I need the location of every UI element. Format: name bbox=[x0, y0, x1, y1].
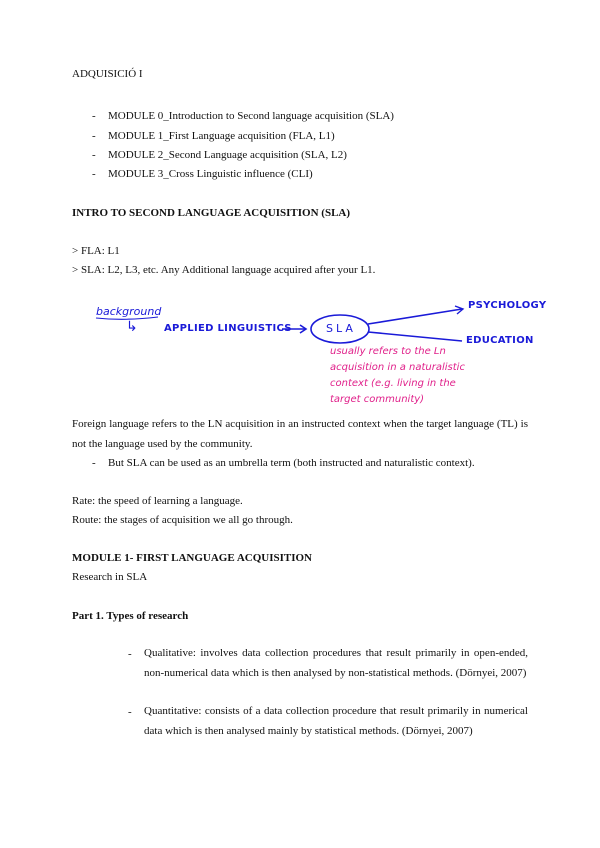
list-dash: - bbox=[92, 168, 96, 180]
route-definition: Route: the stages of acquisition we all go through. bbox=[72, 514, 293, 526]
list-dash: - bbox=[92, 457, 96, 469]
line-to-education bbox=[368, 332, 462, 341]
research-type-quantitative: Quantitative: consists of a data collection procedure that result primarily in numerical data which is then analysed mainly by statistical methods. (Dörnyei, 2007) bbox=[144, 705, 528, 737]
hook-arrow-icon: ↳ bbox=[126, 319, 138, 335]
list-dash: - bbox=[92, 130, 96, 142]
umbrella-bullet: But SLA can be used as an umbrella term (both instructed and naturalistic context). bbox=[108, 457, 475, 469]
sketch-note-line-3: context (e.g. living in the bbox=[330, 378, 456, 389]
sketch-education: EDUCATION bbox=[466, 335, 534, 346]
list-dash: - bbox=[128, 648, 132, 660]
research-type-qualitative: Qualitative: involves data collection procedures that result primarily in open-ended, non-numerical data which is then analysed by non-statistical methods. (Dörnyei, 2007) bbox=[144, 647, 528, 679]
list-dash: - bbox=[92, 149, 96, 161]
definition-sla: > SLA: L2, L3, etc. Any Additional language acquired after your L1. bbox=[72, 264, 376, 276]
sketch-applied-linguistics: APPLIED LINGUISTICS bbox=[164, 323, 292, 334]
sketch-psychology: PSYCHOLOGY bbox=[468, 300, 547, 311]
list-dash: - bbox=[128, 706, 132, 718]
list-item-module-2: MODULE 2_Second Language acquisition (SLA, L2) bbox=[108, 149, 347, 161]
sketch-sla: SLA bbox=[326, 322, 356, 335]
list-dash: - bbox=[92, 110, 96, 122]
list-item-module-0: MODULE 0_Introduction to Second language acquisition (SLA) bbox=[108, 110, 394, 122]
module1-subheading: Research in SLA bbox=[72, 571, 148, 583]
page-title: ADQUISICIÓ I bbox=[72, 68, 143, 80]
sketch-note-line-1: usually refers to the Ln bbox=[330, 346, 446, 357]
intro-heading: INTRO TO SECOND LANGUAGE ACQUISITION (SLA) bbox=[72, 207, 351, 219]
module1-heading: MODULE 1- FIRST LANGUAGE ACQUISITION bbox=[72, 552, 313, 564]
sketch-note-line-4: target community) bbox=[330, 394, 425, 405]
list-item-module-1: MODULE 1_First Language acquisition (FLA, L1) bbox=[108, 130, 335, 142]
part1-heading: Part 1. Types of research bbox=[72, 610, 189, 622]
rate-definition: Rate: the speed of learning a language. bbox=[72, 495, 243, 507]
foreign-language-paragraph: Foreign language refers to the LN acquisition in an instructed context when the target language (TL) is not the language used by the community. bbox=[72, 418, 528, 450]
sketch-note-line-2: acquisition in a naturalistic bbox=[330, 362, 465, 373]
sketch-background: background bbox=[96, 305, 162, 318]
definition-fla: > FLA: L1 bbox=[72, 245, 120, 257]
list-item-module-3: MODULE 3_Cross Linguistic influence (CLI) bbox=[108, 168, 313, 180]
line-to-psychology bbox=[368, 309, 462, 324]
